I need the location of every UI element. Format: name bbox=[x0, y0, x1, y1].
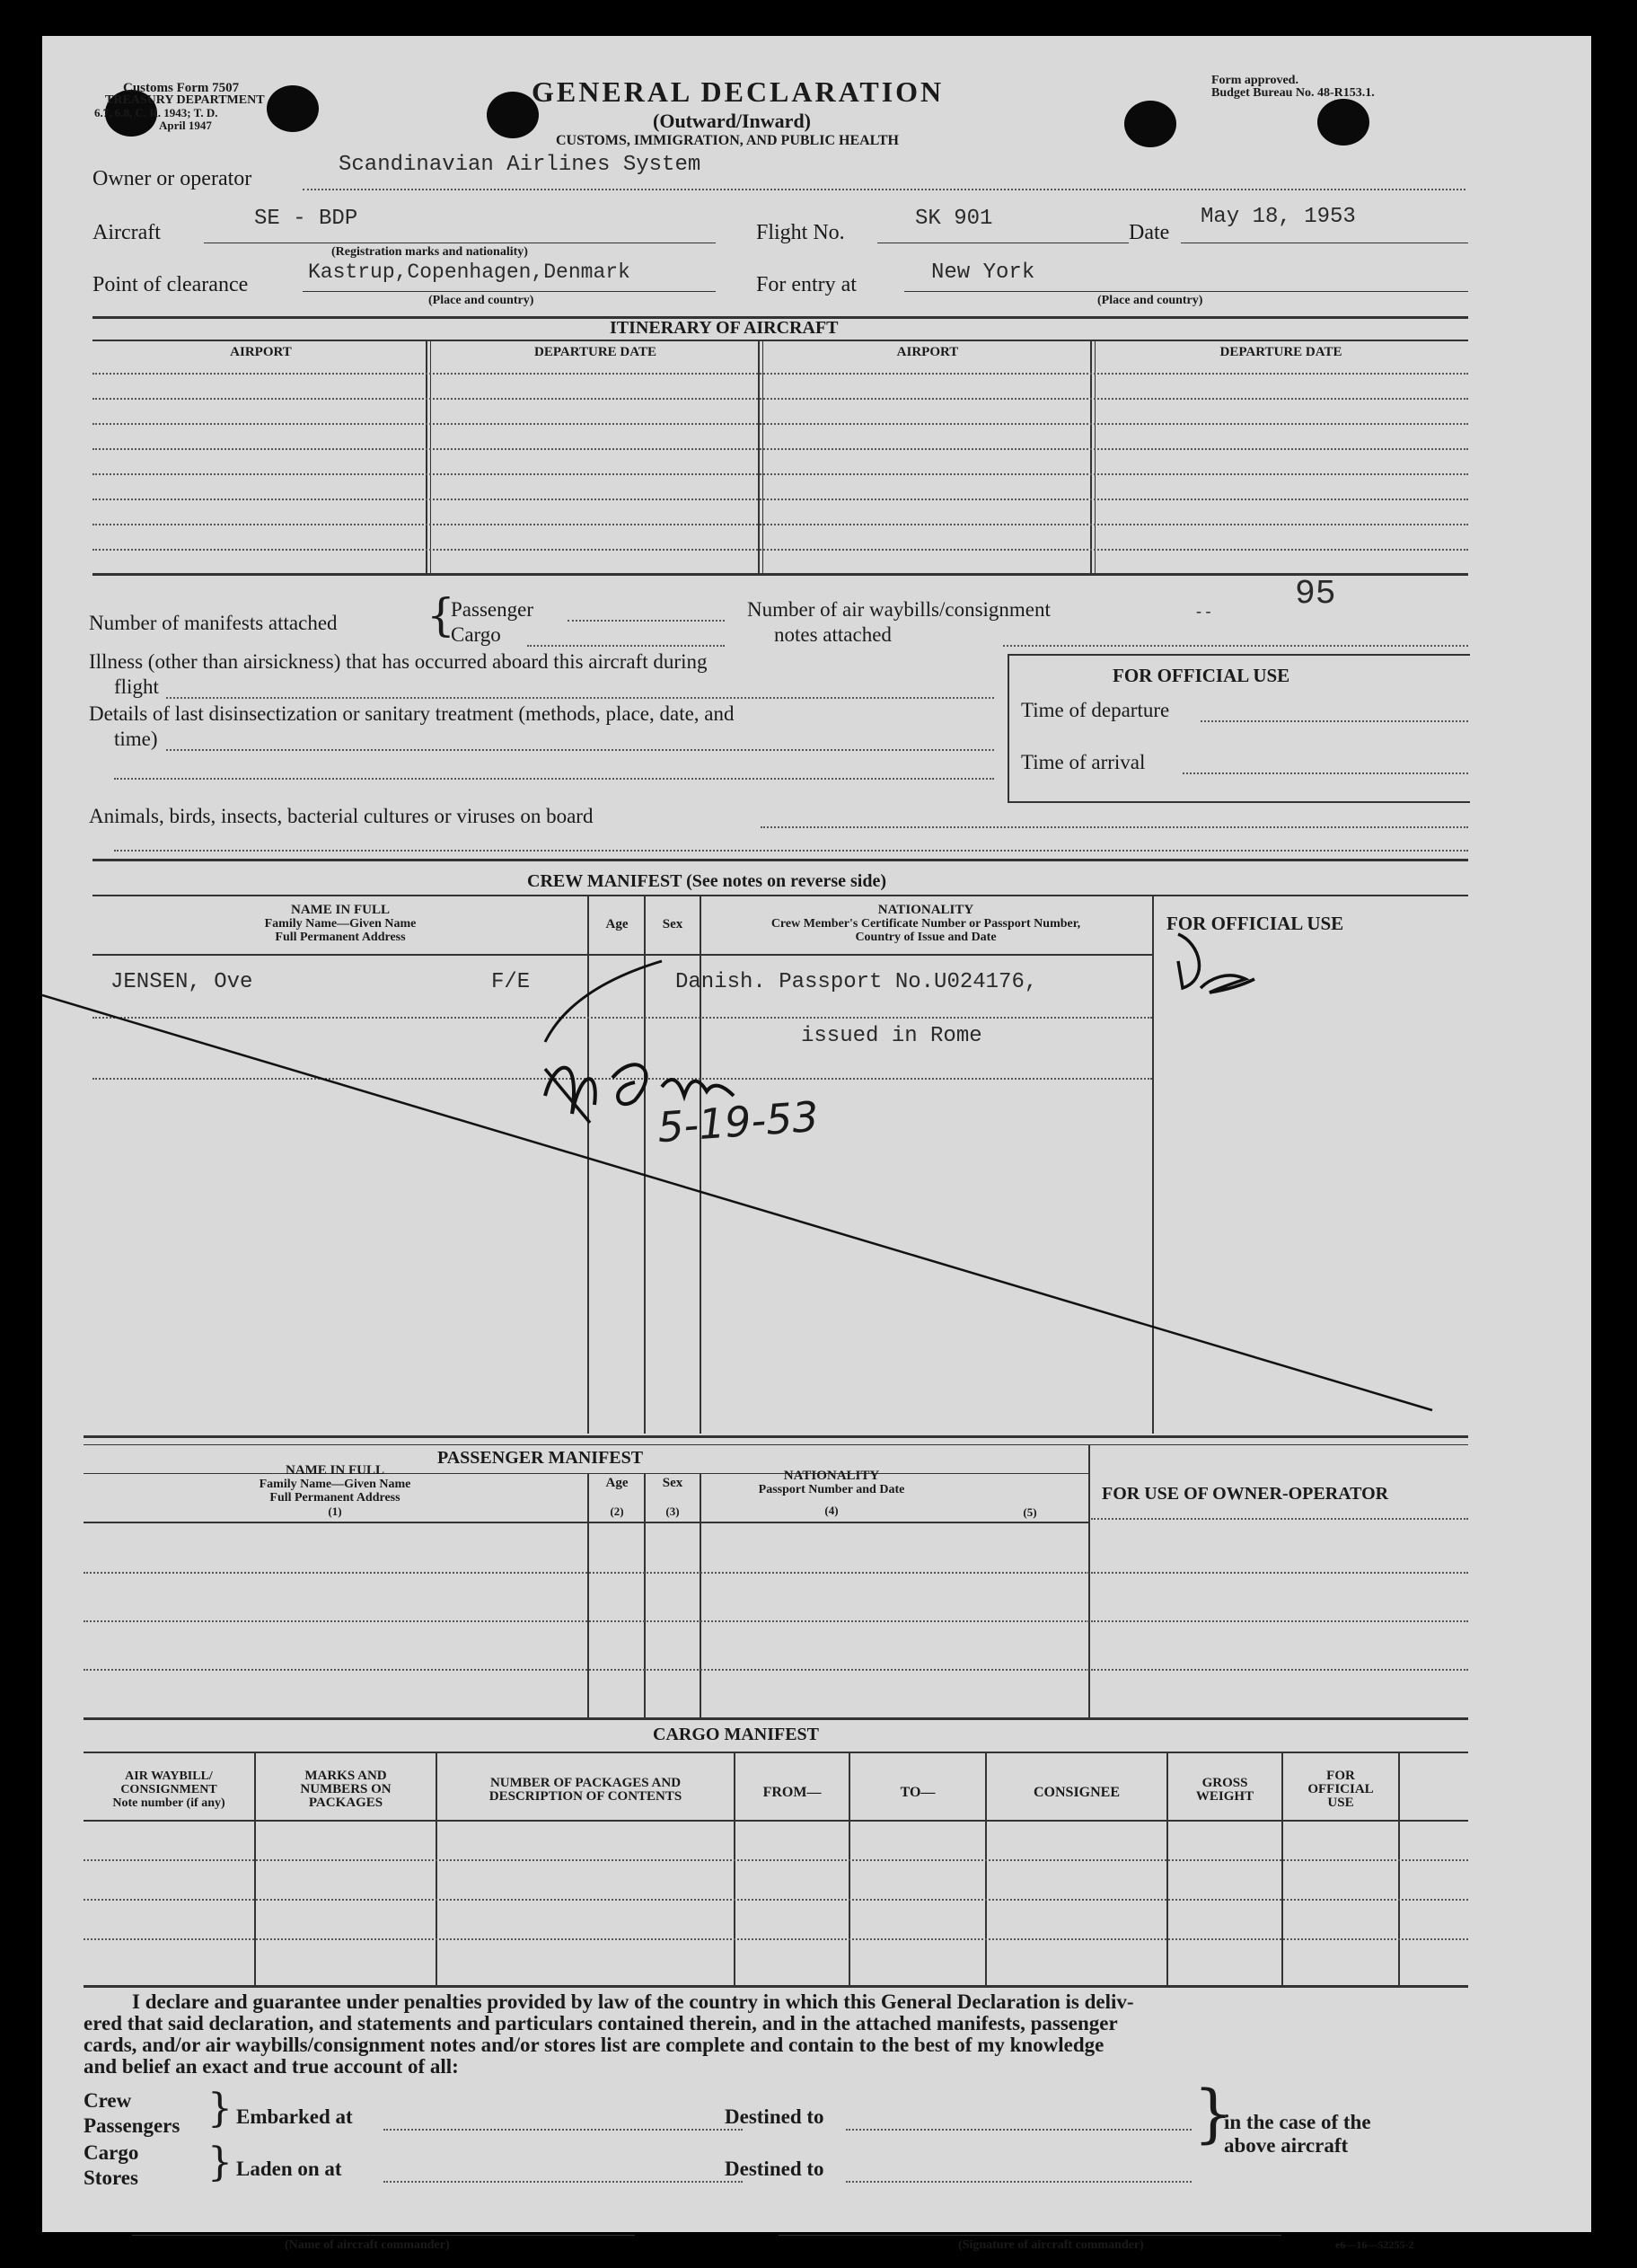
cargo-col-from: FROM— bbox=[762, 1785, 822, 1800]
disinsect-text-2: time) bbox=[114, 728, 158, 750]
page-subtitle-2: CUSTOMS, IMMIGRATION, AND PUBLIC HEALTH bbox=[556, 133, 899, 148]
flight-label: Flight No. bbox=[756, 221, 845, 244]
waybills-value: 95 bbox=[1295, 575, 1336, 613]
owner-use-title: FOR USE OF OWNER-OPERATOR bbox=[1102, 1484, 1389, 1504]
crew-official-use: FOR OFFICIAL USE bbox=[1166, 913, 1344, 934]
aircraft-value: SE - BDP bbox=[254, 207, 358, 231]
declaration-line4: and belief an exact and true account of all: bbox=[84, 2055, 459, 2078]
clearance-hint: (Place and country) bbox=[428, 294, 534, 307]
decl-cargo: Cargo bbox=[84, 2141, 139, 2164]
decl-destined-2: Destined to bbox=[725, 2158, 824, 2180]
passenger-label: Passenger bbox=[451, 598, 533, 621]
itinerary-title: ITINERARY OF AIRCRAFT bbox=[610, 318, 839, 338]
cargo-col-consignee: CONSIGNEE bbox=[1033, 1785, 1121, 1800]
form-id-line3: 6.7, 6.8, C. R. 1943; T. D. bbox=[94, 106, 218, 119]
owner-label: Owner or operator bbox=[92, 167, 252, 190]
pass-col-name: NAME IN FULL Family Name—Given Name Full Permanent Address (1) bbox=[259, 1463, 411, 1518]
decl-destined-1: Destined to bbox=[725, 2105, 824, 2128]
crew-row-position: F/E bbox=[491, 970, 531, 994]
disinsect-text-1: Details of last disinsectization or sanitary treatment (methods, place, date, and bbox=[89, 702, 735, 725]
brace: } bbox=[1193, 2077, 1234, 2150]
print-code: e6—16—52255-2 bbox=[1335, 2238, 1414, 2251]
waybills-label-1: Number of air waybills/consignment bbox=[747, 598, 1051, 621]
official-use-title: FOR OFFICIAL USE bbox=[1113, 665, 1290, 686]
decl-embarked: Embarked at bbox=[236, 2105, 353, 2128]
cargo-label: Cargo bbox=[451, 623, 501, 646]
commander-name-label: (Name of aircraft commander) bbox=[285, 2238, 450, 2252]
approval-line2: Budget Bureau No. 48-R153.1. bbox=[1211, 86, 1375, 100]
form-id-line2: TREASURY DEPARTMENT bbox=[105, 93, 265, 107]
cargo-col-official: FOR OFFICIAL USE bbox=[1307, 1769, 1374, 1810]
date-value: May 18, 1953 bbox=[1201, 205, 1356, 229]
crew-row-name: JENSEN, Ove bbox=[110, 970, 253, 994]
official-mark bbox=[1245, 943, 1246, 944]
decl-laden: Laden on at bbox=[236, 2158, 342, 2180]
stamp-date: 5-19-53 bbox=[656, 1091, 821, 1152]
date-label: Date bbox=[1129, 221, 1170, 244]
cargo-col-description: NUMBER OF PACKAGES AND DESCRIPTION OF CONTENTS bbox=[488, 1776, 682, 1804]
cargo-col-to: TO— bbox=[900, 1785, 936, 1800]
pass-col-sex: Sex (3) bbox=[662, 1476, 683, 1518]
crew-col-name: NAME IN FULL Family Name—Given Name Full Permanent Address bbox=[264, 903, 417, 944]
declaration-line1: I declare and guarantee under penalties provided by law of the country in which this General Declaration is deliv- bbox=[132, 1990, 1134, 2013]
waybills-label-2: notes attached bbox=[774, 623, 892, 646]
decl-case-1: in the case of the bbox=[1224, 2111, 1371, 2133]
crew-col-sex: Sex bbox=[662, 917, 683, 931]
cargo-manifest-title: CARGO MANIFEST bbox=[653, 1725, 820, 1744]
entry-hint: (Place and country) bbox=[1097, 294, 1203, 307]
decl-stores: Stores bbox=[84, 2167, 138, 2189]
decl-crew: Crew bbox=[84, 2089, 132, 2112]
waybills-dash: - - bbox=[1196, 602, 1211, 620]
illness-text-2: flight bbox=[114, 675, 159, 698]
pass-col-5: (5) bbox=[1023, 1505, 1037, 1519]
decl-case-2: above aircraft bbox=[1224, 2134, 1349, 2157]
itin-col-airport-1: AIRPORT bbox=[230, 345, 292, 359]
clearance-value: Kastrup,Copenhagen,Denmark bbox=[308, 260, 630, 284]
flight-value: SK 901 bbox=[915, 207, 993, 231]
itin-col-airport-2: AIRPORT bbox=[896, 345, 959, 359]
animals-text: Animals, birds, insects, bacterial cultures or viruses on board bbox=[89, 805, 594, 827]
time-departure-label: Time of departure bbox=[1021, 699, 1170, 721]
cargo-col-marks: MARKS AND NUMBERS ON PACKAGES bbox=[300, 1769, 392, 1810]
brace: } bbox=[207, 2140, 233, 2185]
illness-text-1: Illness (other than airsickness) that has occurred aboard this aircraft during bbox=[89, 650, 708, 673]
owner-value: Scandinavian Airlines System bbox=[339, 153, 701, 177]
crew-col-nationality: NATIONALITY Crew Member's Certificate Number or Passport Number, Country of Issue and Date bbox=[770, 903, 1081, 944]
page-title: GENERAL DECLARATION bbox=[532, 75, 945, 108]
form-id-line4: April 1947 bbox=[159, 119, 212, 132]
time-arrival-label: Time of arrival bbox=[1021, 751, 1146, 773]
pass-col-age: Age (2) bbox=[605, 1476, 629, 1518]
entry-label: For entry at bbox=[756, 273, 857, 296]
clearance-label: Point of clearance bbox=[92, 273, 249, 296]
commander-signature-label: (Signature of aircraft commander) bbox=[958, 2238, 1144, 2252]
itin-col-date-1: DEPARTURE DATE bbox=[533, 345, 656, 359]
cargo-col-weight: GROSS WEIGHT bbox=[1195, 1776, 1254, 1804]
passenger-manifest-title: PASSENGER MANIFEST bbox=[437, 1448, 644, 1468]
declaration-line2: ered that said declaration, and statements and particulars contained therein, and in the attached manifests, passenger bbox=[84, 2012, 1118, 2034]
brace: { bbox=[427, 589, 455, 641]
crew-col-age: Age bbox=[605, 917, 629, 931]
aircraft-hint: (Registration marks and nationality) bbox=[331, 245, 528, 259]
declaration-line3: cards, and/or air waybills/consignment notes and/or stores list are complete and contain to the best of my knowledge bbox=[84, 2034, 1105, 2056]
form-id-line1: Customs Form 7507 bbox=[123, 81, 240, 95]
crew-manifest-title: CREW MANIFEST (See notes on reverse side) bbox=[527, 871, 886, 891]
entry-value: New York bbox=[931, 260, 1035, 285]
decl-passengers: Passengers bbox=[84, 2114, 180, 2137]
pass-col-nationality: NATIONALITY Passport Number and Date (4) bbox=[758, 1469, 905, 1517]
brace: } bbox=[207, 2086, 233, 2131]
page-subtitle: (Outward/Inward) bbox=[653, 110, 812, 132]
approval-line1: Form approved. bbox=[1211, 74, 1298, 87]
cargo-col-waybill: AIR WAYBILL/ CONSIGNMENT Note number (if any) bbox=[112, 1769, 225, 1810]
crew-row-issued: issued in Rome bbox=[801, 1024, 982, 1048]
crew-row-nationality: Danish. Passport No.U024176, bbox=[675, 970, 1038, 994]
itin-col-date-2: DEPARTURE DATE bbox=[1219, 345, 1342, 359]
aircraft-label: Aircraft bbox=[92, 221, 161, 244]
declaration-form bbox=[42, 36, 1591, 2252]
manifests-label: Number of manifests attached bbox=[89, 612, 338, 634]
